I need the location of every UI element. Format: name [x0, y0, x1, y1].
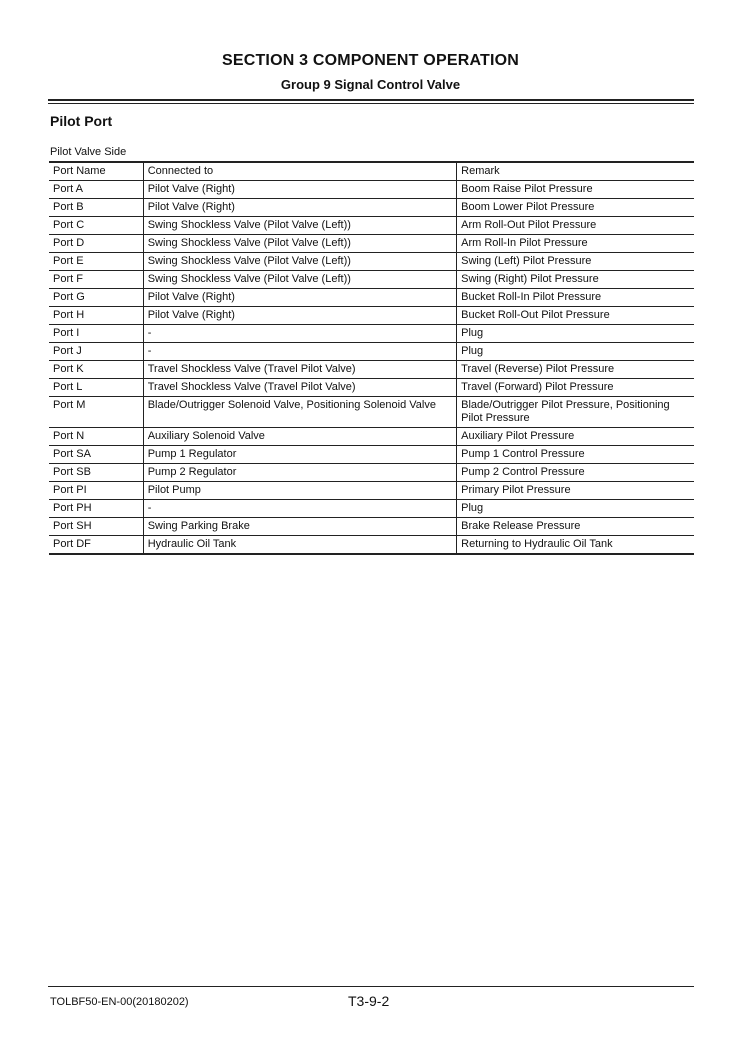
table-cell: Swing Shockless Valve (Pilot Valve (Left))	[143, 253, 456, 271]
table-row	[49, 464, 694, 482]
pilot-port-table	[49, 161, 694, 555]
table-row	[49, 217, 694, 235]
table-row	[49, 428, 694, 446]
table-row	[49, 235, 694, 253]
table-cell: Arm Roll-In Pilot Pressure	[457, 235, 694, 253]
table-cell: Travel (Forward) Pilot Pressure	[457, 379, 694, 397]
table-cell: Pump 1 Control Pressure	[457, 446, 694, 464]
table-cell: Port M	[49, 397, 143, 428]
table-cell: -	[143, 343, 456, 361]
page-heading: Pilot Port	[50, 113, 113, 129]
document-id: TOLBF50-EN-00(20180202)	[50, 996, 189, 1008]
column-header: Port Name	[49, 162, 143, 181]
table-cell: Pilot Valve (Right)	[143, 289, 456, 307]
table-cell: Pilot Valve (Right)	[143, 307, 456, 325]
table-row	[49, 253, 694, 271]
table-cell: Plug	[457, 343, 694, 361]
table-cell: Travel Shockless Valve (Travel Pilot Valve)	[143, 379, 456, 397]
table-cell: Port L	[49, 379, 143, 397]
table-cell: Port D	[49, 235, 143, 253]
table-cell: -	[143, 500, 456, 518]
table-cell: Port E	[49, 253, 143, 271]
table-cell: Pump 2 Regulator	[143, 464, 456, 482]
table-cell: Pilot Pump	[143, 482, 456, 500]
table-row	[49, 397, 694, 428]
table-cell: Port PI	[49, 482, 143, 500]
table-cell: Swing Shockless Valve (Pilot Valve (Left))	[143, 217, 456, 235]
table-cell: Boom Lower Pilot Pressure	[457, 199, 694, 217]
table-row	[49, 307, 694, 325]
group-title: Group 9 Signal Control Valve	[280, 77, 461, 92]
table-cell: Boom Raise Pilot Pressure	[457, 181, 694, 199]
table-row	[49, 271, 694, 289]
table-cell: Blade/Outrigger Solenoid Valve, Positioning Solenoid Valve	[143, 397, 456, 428]
table-cell: Port C	[49, 217, 143, 235]
table-row	[49, 361, 694, 379]
table-cell: Auxiliary Solenoid Valve	[143, 428, 456, 446]
table-cell: Swing (Right) Pilot Pressure	[457, 271, 694, 289]
table-cell: Pump 2 Control Pressure	[457, 464, 694, 482]
table-cell: Travel (Reverse) Pilot Pressure	[457, 361, 694, 379]
table-cell: Bucket Roll-Out Pilot Pressure	[457, 307, 694, 325]
section-title: SECTION 3 COMPONENT OPERATION	[221, 52, 520, 69]
table-cell: Primary Pilot Pressure	[457, 482, 694, 500]
table-cell: Port F	[49, 271, 143, 289]
table-cell: Auxiliary Pilot Pressure	[457, 428, 694, 446]
table-row	[49, 181, 694, 199]
table-header-row	[49, 162, 694, 181]
table-row	[49, 482, 694, 500]
table-cell: Port SB	[49, 464, 143, 482]
table-cell: Port B	[49, 199, 143, 217]
table-row	[49, 325, 694, 343]
table-cell: Swing Shockless Valve (Pilot Valve (Left))	[143, 235, 456, 253]
table-cell: Port I	[49, 325, 143, 343]
table-cell: Swing Parking Brake	[143, 518, 456, 536]
table-caption: Pilot Valve Side	[50, 146, 127, 158]
footer-divider	[48, 986, 694, 987]
table-cell: Port H	[49, 307, 143, 325]
column-header: Connected to	[143, 162, 456, 181]
table-cell: Swing (Left) Pilot Pressure	[457, 253, 694, 271]
table-cell: Blade/Outrigger Pilot Pressure, Positioning Pilot Pressure	[457, 397, 694, 428]
table-cell: Travel Shockless Valve (Travel Pilot Valve)	[143, 361, 456, 379]
table-cell: -	[143, 325, 456, 343]
table-cell: Port SA	[49, 446, 143, 464]
table-cell: Plug	[457, 325, 694, 343]
column-header: Remark	[457, 162, 694, 181]
table-cell: Brake Release Pressure	[457, 518, 694, 536]
table-cell: Port A	[49, 181, 143, 199]
table-cell: Port G	[49, 289, 143, 307]
table-cell: Returning to Hydraulic Oil Tank	[457, 536, 694, 555]
table-cell: Plug	[457, 500, 694, 518]
table-cell: Port SH	[49, 518, 143, 536]
page-number: T3-9-2	[348, 993, 390, 1009]
table-row	[49, 289, 694, 307]
table-cell: Pump 1 Regulator	[143, 446, 456, 464]
table-cell: Port J	[49, 343, 143, 361]
table-cell: Bucket Roll-In Pilot Pressure	[457, 289, 694, 307]
table-row	[49, 536, 694, 555]
table-cell: Port PH	[49, 500, 143, 518]
table-cell: Swing Shockless Valve (Pilot Valve (Left))	[143, 271, 456, 289]
table-row	[49, 199, 694, 217]
table-cell: Port DF	[49, 536, 143, 555]
table-cell: Arm Roll-Out Pilot Pressure	[457, 217, 694, 235]
table-cell: Pilot Valve (Right)	[143, 181, 456, 199]
table-row	[49, 379, 694, 397]
header-divider	[48, 99, 694, 101]
table-row	[49, 446, 694, 464]
table-row	[49, 343, 694, 361]
table-row	[49, 500, 694, 518]
table-row	[49, 518, 694, 536]
table-cell: Hydraulic Oil Tank	[143, 536, 456, 555]
table-cell: Port K	[49, 361, 143, 379]
table-cell: Port N	[49, 428, 143, 446]
header-divider-thin	[48, 103, 694, 104]
table-cell: Pilot Valve (Right)	[143, 199, 456, 217]
